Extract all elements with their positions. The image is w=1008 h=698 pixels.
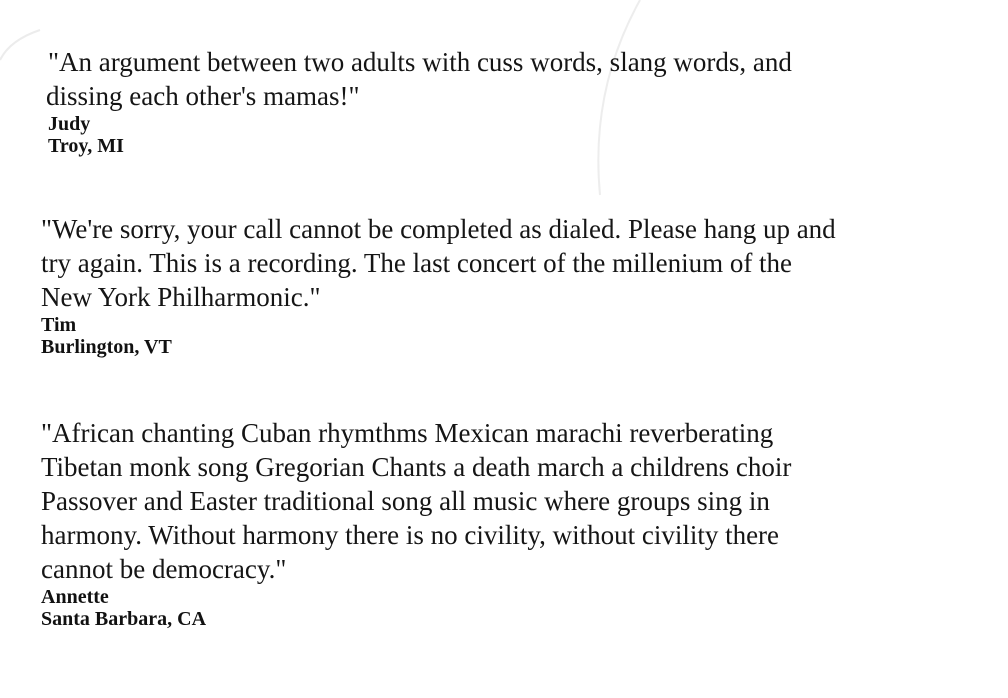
quote-line: New York Philharmonic." (41, 282, 321, 312)
quote-line: Passover and Easter traditional song all music where groups sing in (41, 486, 770, 516)
quote-line: try again. This is a recording. The last concert of the millenium of the (41, 248, 793, 278)
testimonial-quote (41, 212, 981, 314)
testimonial-quote (41, 416, 941, 586)
testimonial-annette (41, 416, 941, 630)
testimonial-author-name: Judy (48, 113, 91, 135)
testimonial-author-location: Burlington, VT (41, 336, 172, 358)
testimonial-tim (41, 212, 981, 358)
testimonial-author-location: Troy, MI (48, 135, 124, 157)
testimonial-author-name: Annette (41, 586, 109, 608)
testimonial-author-name: Tim (41, 314, 77, 336)
quote-line: Tibetan monk song Gregorian Chants a death march a childrens choir (41, 452, 792, 482)
quote-line: cannot be democracy." (41, 554, 287, 584)
quote-line: "We're sorry, your call cannot be completed as dialed. Please hang up and (41, 214, 836, 244)
testimonial-author-location: Santa Barbara, CA (41, 608, 207, 630)
quote-line: "African chanting Cuban rhymthms Mexican marachi reverberating (41, 418, 774, 448)
quote-line: "An argument between two adults with cuss words, slang words, and (48, 47, 792, 77)
testimonial-quote (48, 45, 948, 113)
testimonial-judy (48, 45, 948, 157)
quote-line: dissing each other's mamas!" (46, 81, 360, 111)
quote-line: harmony. Without harmony there is no civility, without civility there (41, 520, 780, 550)
